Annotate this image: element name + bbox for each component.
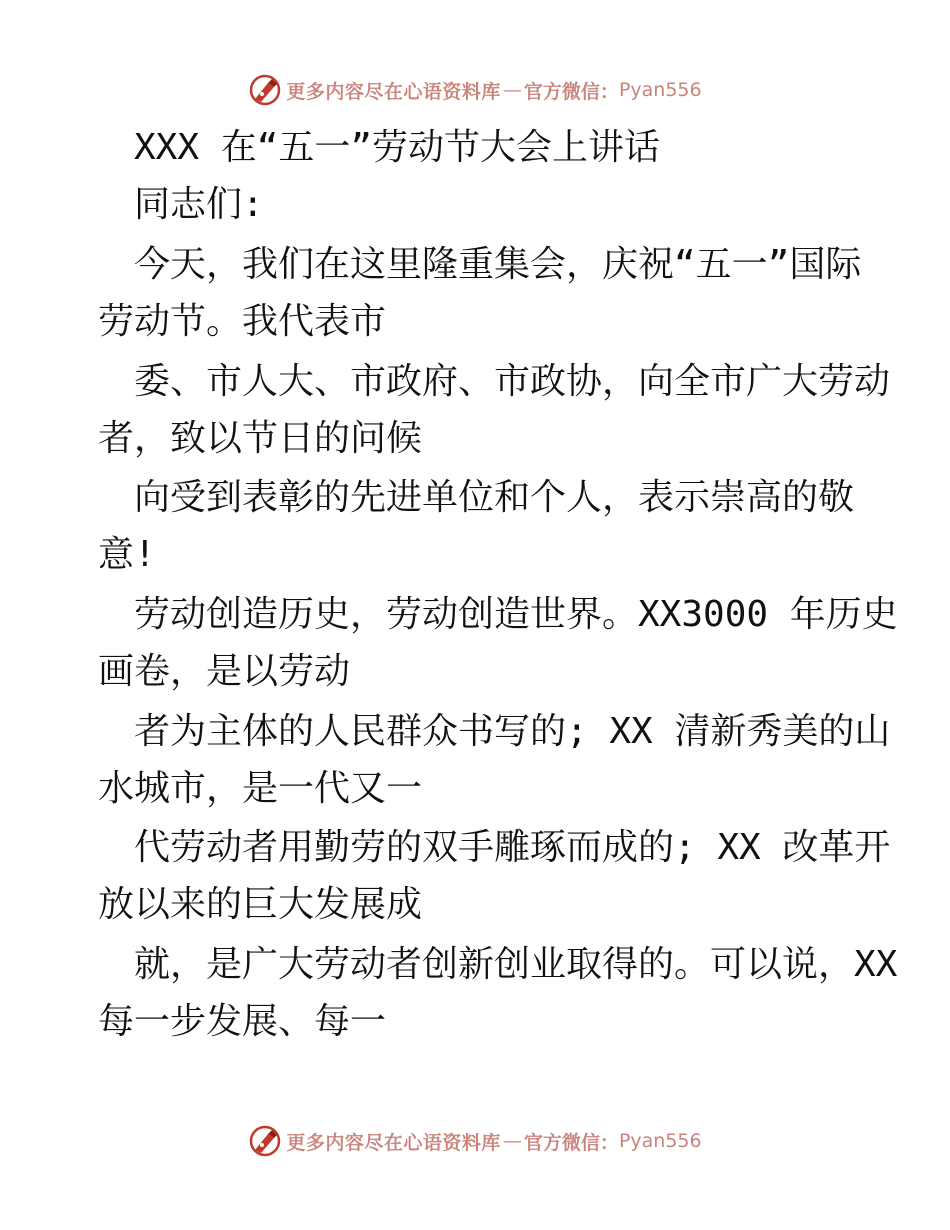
body-line: 就，是广大劳动者创新创业取得的。可以说，XX: [134, 944, 898, 985]
header-banner: [0, 70, 950, 110]
body-line: 者，致以节日的问候: [98, 418, 423, 459]
banner-main-text: 更多内容尽在心语资料库: [286, 1131, 501, 1154]
banner-main-text: 更多内容尽在心语资料库: [286, 80, 501, 103]
body-line: 劳动节。我代表市: [98, 301, 387, 342]
footer-banner: [0, 1121, 950, 1161]
body-line: 今天，我们在这里隆重集会，庆祝“五一”国际: [134, 244, 862, 285]
banner-wechat-id: Pyan556: [618, 1130, 702, 1152]
body-line: 者为主体的人民群众书写的; XX 清新秀美的山: [134, 711, 891, 752]
body-line: 放以来的巨大发展成: [98, 884, 423, 925]
body-line: 画卷，是以劳动: [98, 651, 351, 692]
banner-wechat-label: 官方微信：: [523, 1131, 619, 1154]
body-line: 向受到表彰的先进单位和个人，表示崇高的敬: [134, 477, 855, 518]
banner-wechat-label: 官方微信：: [523, 80, 619, 103]
body-line: 水城市，是一代又一: [98, 768, 423, 809]
banner-separator: —: [502, 1130, 522, 1152]
body-line: 委、市人大、市政府、市政协，向全市广大劳动: [134, 361, 891, 402]
pen-nib-logo-icon: [248, 73, 282, 107]
banner-wechat-id: Pyan556: [618, 79, 702, 101]
salutation: 同志们:: [134, 184, 264, 225]
body-line: 劳动创造历史，劳动创造世界。XX3000 年历史: [134, 594, 898, 635]
body-line: 代劳动者用勤劳的双手雕琢而成的; XX 改革开: [134, 827, 891, 868]
banner-separator: —: [502, 79, 522, 101]
pen-nib-logo-icon: [248, 1124, 282, 1158]
document-title: XXX 在“五一”劳动节大会上讲话: [134, 127, 661, 168]
body-line: 意!: [98, 534, 156, 575]
body-line: 每一步发展、每一: [98, 1001, 387, 1042]
